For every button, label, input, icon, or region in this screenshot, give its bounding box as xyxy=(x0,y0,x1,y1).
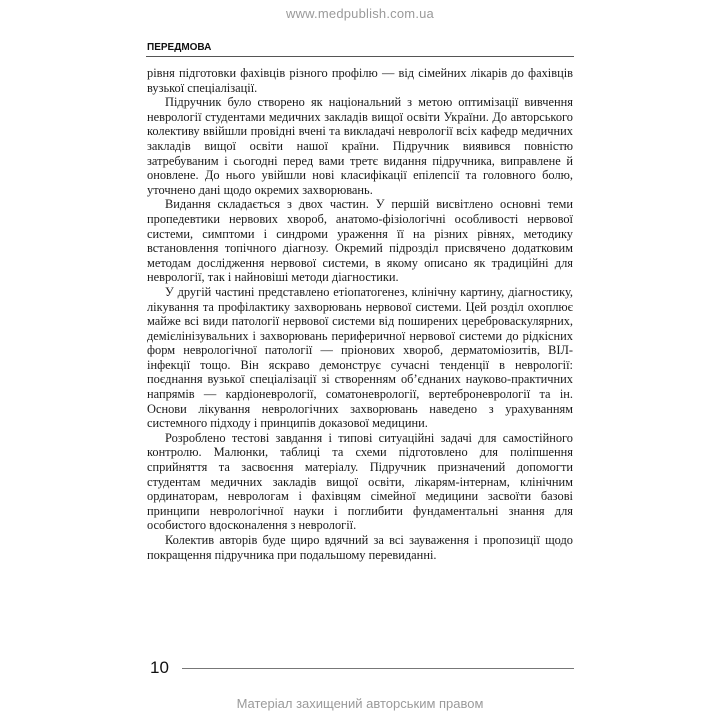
site-url-watermark: www.medpublish.com.ua xyxy=(286,6,434,21)
section-header: ПЕРЕДМОВА xyxy=(147,42,212,53)
paragraph: Видання складається з двох частин. У першій висвітлено основні теми пропедевтики нервових хвороб, анатомо-фізіологічні особливості нервової системи, симптоми і синдроми ураження її на різних рівнях, методику встановлення топічного діагнозу. Окремий підрозділ присвячено додатковим методам дослідження нервової системи, в якому описано як традиційні для неврології, так і найновіші методи діагностики. xyxy=(147,197,573,285)
paragraph-continued: рівня підготовки фахівців різного профілю — від сімейних лікарів до фахівців вузької спеціалізації. xyxy=(147,66,573,95)
body-text xyxy=(147,66,573,562)
footer-divider xyxy=(182,668,574,669)
copyright-notice: Матеріал захищений авторським правом xyxy=(236,696,484,711)
header-divider xyxy=(146,56,574,57)
paragraph: Підручник було створено як національний з метою оптимізації вивчення неврології студентами медичних закладів вищої освіти України. До авторського колективу ввійшли провідні вчені та викладачі неврології всіх кафедр медичних закладів вищої освіти нашої країни. Підручник виявився повністю затребуваним і сьогодні перед вами третє видання підручника, виправлене й оновлене. До нього увійшли нові класифікації епілепсії та головного болю, уточнено дані щодо окремих захворювань. xyxy=(147,95,573,197)
paragraph: Розроблено тестові завдання і типові ситуаційні задачі для самостійного контролю. Малюнки, таблиці та схеми підготовлено для поліпшення сприйняття та засвоєння матеріалу. Підручник призначений допомогти студентам медичних закладів вищої освіти, лікарям-інтернам, клінічним ординаторам, неврологам і фахівцям сімейної медицини засвоїти базові принципи неврологічної науки і поглибити фундаментальні знання для особистого вдосконалення з неврології. xyxy=(147,430,573,533)
paragraph: У другій частині представлено етіопатогенез, клінічну картину, діагностику, лікування та профілактику захворювань нервової системи. Цей розділ охоплює майже всі види патології нервової системи від поширених цереброваскулярних, демієлінізувальних і захворювань периферичної нервової системи до рідкісних форм неврологічної патології — пріонових хвороб, дерматоміозитів, ВІЛ-інфекції тощо. Він яскраво демонструє сучасні тенденції в неврології: поєднання вузької спеціалізації зі створенням об’єднаних науково-практичних напрямів — кардіоневрології, соматоневрології, вертеброневрології та ін. Основи лікування неврологічних захворювань наведено з урахуванням системного підходу і принципів доказової медицини. xyxy=(147,284,573,431)
page-number: 10 xyxy=(150,658,169,677)
paragraph: Колектив авторів буде щиро вдячний за всі зауваження і пропозиції щодо покращення підручника при подальшому перевиданні. xyxy=(147,533,573,562)
